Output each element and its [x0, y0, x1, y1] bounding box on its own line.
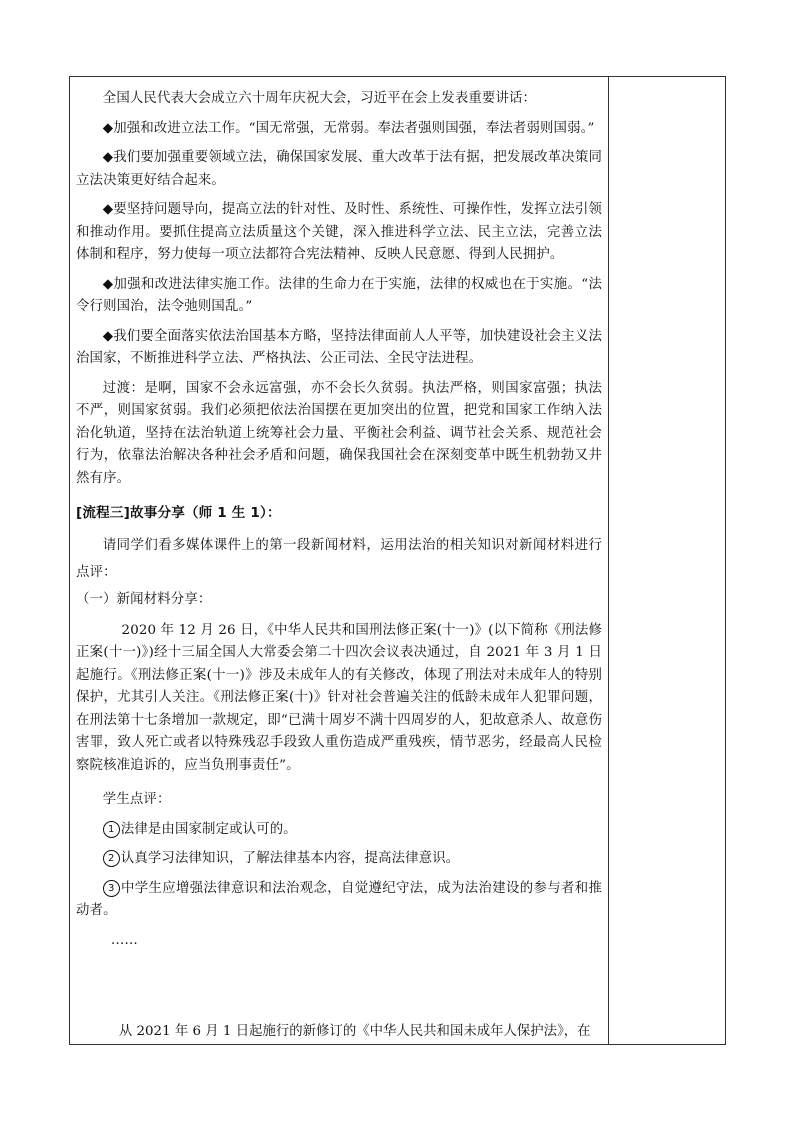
circled-number-2: 2	[103, 850, 120, 867]
ellipsis: ……	[110, 932, 138, 948]
main-cell	[76, 81, 602, 952]
comment-item-1	[76, 819, 602, 842]
comment-text-3: 中学生应增强法律意识和法治观念，自觉遵纪守法，成为法治建设的参与者和推动者。	[76, 880, 602, 918]
circled-number-3: 3	[103, 880, 120, 897]
bullet-legislation-work: ◆加强和改进立法工作。“国无常强，无常弱。奉法者强则国强，奉法者弱则国弱。”	[102, 120, 595, 136]
lesson-table	[69, 76, 726, 1045]
comment-text-1: 法律是由国家制定或认可的。	[120, 821, 297, 837]
comment-text-2: 认真学习法律知识，了解法律基本内容，提高法律意识。	[120, 851, 460, 866]
bullet-problem-oriented: ◆要坚持问题导向，提高立法的针对性、及时性、系统性、可操作性，发挥立法引领和推动作用。要抓住提高立法质量这个关键，深入推进科学立法、民主立法，完善立法体制和程序，努力使每一项立法都符合宪法精神、反映人民意愿、得到人民拥护。	[76, 202, 602, 262]
circled-number-1: 1	[103, 821, 120, 838]
news-section-title: （一）新闻材料分享：	[76, 591, 212, 607]
column-divider	[608, 77, 609, 1044]
instruction-paragraph: 请同学们看多媒体课件上的第一段新闻材料，运用法治的相关知识对新闻材料进行点评：	[76, 537, 602, 580]
bullet-rule-of-law: ◆我们要全面落实依法治国基本方略，坚持法律面前人人平等，加快建设社会主义法治国家，不断推进科学立法、严格执法、公正司法、全民守法进程。	[76, 328, 602, 366]
news-paragraph: 2020 年 12 月 26 日，《中华人民共和国刑法修正案(十一)》(以下简称《刑法修正案(十一)》)经十三届全国人大常委会第二十四次会议表决通过，自 2021 年 3 月 1 日起施行。《刑法修正案(十一)》涉及未成年人的有关修改，体现了刑法对未成年人的特别保护，尤其引人关注。《刑法修正案(十)》针对社会普遍关注的低龄未成年人犯罪问题，在刑法第十七条增加一款规定，即“已满十周岁不满十四周岁的人，犯故意杀人、故意伤害罪，致人死亡或者以特殊残忍手段致人重伤造成严重残疾，情节恶劣，经最高人民检察院核准追诉的，应当负刑事责任”。	[76, 622, 602, 773]
student-comment-label: 学生点评：	[102, 792, 171, 807]
bullet-key-areas: ◆我们要加强重要领域立法，确保国家发展、重大改革于法有据，把发展改革决策同立法决策更好结合起来。	[76, 150, 602, 188]
process-three-heading: [流程三]故事分享（师 1 生 1）：	[76, 505, 281, 521]
bottom-paragraph: 从 2021 年 6 月 1 日起施行的新修订的《中华人民共和国未成年人保护法》，在	[118, 1024, 591, 1039]
comment-item-3	[76, 878, 602, 923]
intro-paragraph: 全国人民代表大会成立六十周年庆祝大会，习近平在会上发表重要讲话：	[102, 91, 537, 106]
transition-paragraph: 过渡：是啊，国家不会永远富强，亦不会长久贫弱。执法严格，则国家富强；执法不严，则国家贫弱。我们必须把依法治国摆在更加突出的位置，把党和国家工作纳入法治化轨道，坚持在法治轨道上统筹社会力量、平衡社会利益、调节社会关系、规范社会行为，依靠法治解决各种社会矛盾和问题，确保我国社会在深刻变革中既生机勃勃又井然有序。	[76, 380, 602, 486]
comment-item-2	[76, 848, 602, 871]
bullet-law-enforcement: ◆加强和改进法律实施工作。法律的生命力在于实施，法律的权威也在于实施。“法令行则国治，法令弛则国乱。”	[76, 276, 602, 314]
